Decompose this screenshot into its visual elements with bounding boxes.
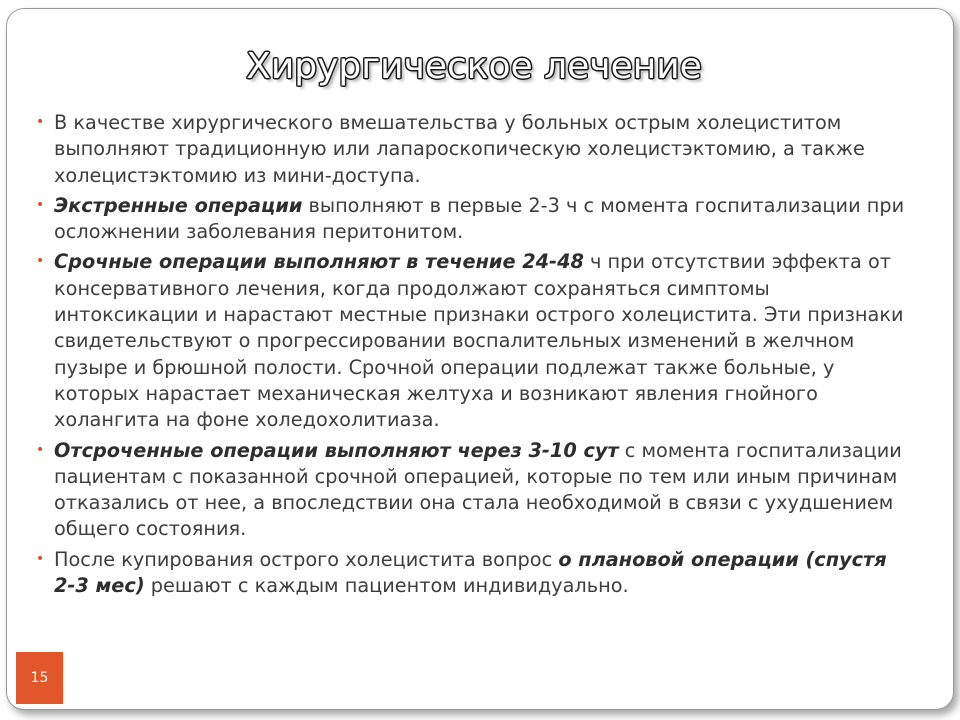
list-item bbox=[36, 193, 906, 246]
list-item bbox=[36, 547, 906, 600]
list-item bbox=[36, 110, 906, 189]
page-number-badge bbox=[16, 652, 63, 704]
item-emphasis: Экстренные операции bbox=[54, 193, 303, 217]
bullet-list bbox=[36, 110, 906, 603]
item-text: В качестве хирургического вмешательства у больных острым холециститом выполняют традиционную или лапароскопическую холецистэктомию, а также холецистэктомию из мини-доступа. bbox=[54, 111, 865, 187]
item-text-pre: После купирования острого холецистита вопрос bbox=[54, 547, 559, 571]
list-item bbox=[36, 249, 906, 433]
item-text: с момента госпитализации пациентам с показанной срочной операцией, которые по тем или иным причинам отказались от нее, а впоследствии она стала необходимой в связи с ухудшением общего состояния. bbox=[54, 438, 902, 541]
bullet-icon: • bbox=[36, 550, 45, 567]
item-emphasis: Отсроченные операции выполняют через 3-10 сут bbox=[54, 438, 619, 462]
item-text: решают с каждым пациентом индивидуально. bbox=[144, 574, 629, 598]
bullet-icon: • bbox=[36, 114, 45, 130]
page-number: 15 bbox=[30, 670, 49, 686]
item-text: ч при отсутствии эффекта от консервативного лечения, когда продолжают сохраняться симптомы интоксикации и нарастают местные признаки острого холецистита. Эти признаки свидетельствуют о прогрессировании воспалительных изменений в желчном пузыре и брюшной полости. Срочной операции подлежат также больные, у которых нарастает механическая желтуха и возникают явления гнойного холангита на фоне холедохолитиаза. bbox=[54, 250, 904, 432]
slide-title: Хирургическое лечение bbox=[246, 46, 702, 87]
list-item bbox=[36, 438, 906, 543]
item-text: выполняют в первые 2-3 ч с момента госпитализации при осложнении заболевания перитонитом. bbox=[54, 193, 905, 244]
item-emphasis: о плановой операции (спустя 2-3 мес) bbox=[54, 547, 887, 598]
bullet-icon: • bbox=[36, 441, 45, 458]
item-emphasis: Срочные операции выполняют в течение 24-48 bbox=[54, 250, 584, 274]
bullet-icon: • bbox=[36, 253, 45, 270]
bullet-icon: • bbox=[36, 196, 45, 213]
